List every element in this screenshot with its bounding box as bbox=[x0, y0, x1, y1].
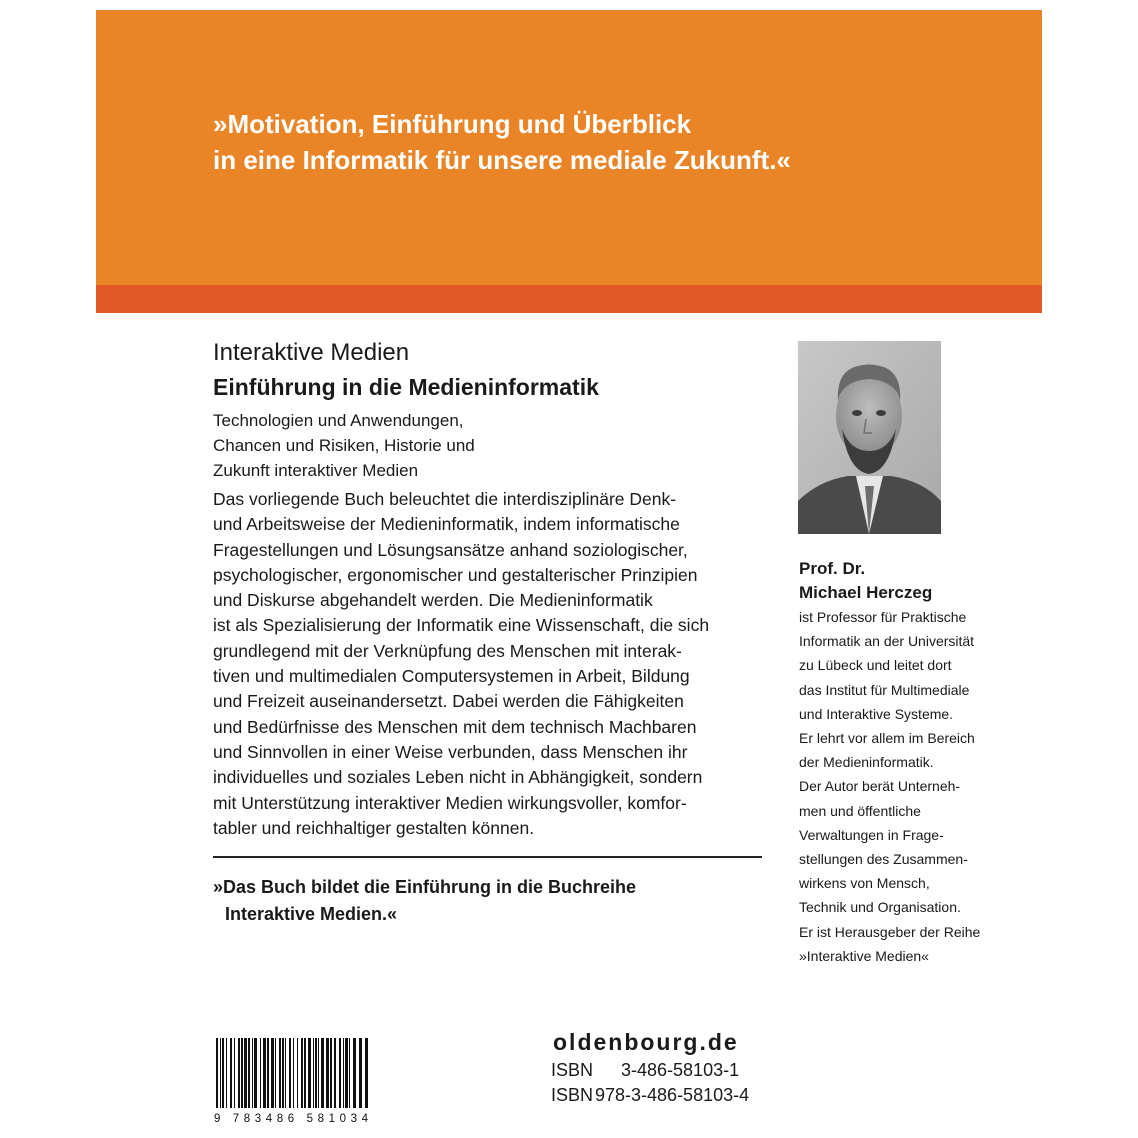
series-quote-line: »Das Buch bildet die Einführung in die Buchreihe bbox=[213, 877, 637, 897]
barcode-bar bbox=[304, 1038, 306, 1108]
description-line: tiven und multimedialen Computersystemen in Arbeit, Bildung bbox=[213, 666, 690, 687]
series-title: Interaktive Medien bbox=[213, 339, 410, 366]
barcode-bar bbox=[353, 1038, 356, 1108]
barcode-bar bbox=[275, 1038, 276, 1108]
barcode-bar bbox=[285, 1038, 286, 1108]
subtitle-line: Chancen und Risiken, Historie und bbox=[213, 436, 475, 455]
barcode-bar bbox=[226, 1038, 227, 1108]
isbn-10-value: 3-486-58103-1 bbox=[621, 1060, 740, 1080]
author-bio-line: Technik und Organisation. bbox=[799, 899, 961, 916]
barcode-bar bbox=[260, 1038, 261, 1108]
book-title: Einführung in die Medieninformatik bbox=[213, 374, 599, 400]
author-bio-line: men und öffentliche bbox=[799, 802, 921, 819]
barcode-bar bbox=[244, 1038, 247, 1108]
barcode-bar bbox=[279, 1038, 281, 1108]
barcode-bar bbox=[234, 1038, 235, 1108]
description-line: und Sinnvollen in einer Weise verbunden, dass Menschen ihr bbox=[213, 741, 688, 762]
subtitle-line: Technologien und Anwendungen, bbox=[213, 411, 464, 430]
isbn-label: ISBN bbox=[551, 1085, 594, 1105]
description-line: und Diskurse abgehandelt werden. Die Medieninformatik bbox=[213, 590, 653, 611]
description-line: und Bedürfnisse des Menschen mit dem technisch Machbaren bbox=[213, 716, 697, 737]
author-bio-line: Informatik an der Universität bbox=[799, 633, 975, 650]
description-line: individuelles und soziales Leben nicht in Abhängigkeit, sondern bbox=[213, 767, 703, 788]
barcode-bar bbox=[321, 1038, 324, 1108]
author-name-line: Prof. Dr. bbox=[799, 559, 866, 578]
author-photo bbox=[798, 341, 941, 534]
description-line: mit Unterstützung interaktiver Medien wirkungsvoller, komfor- bbox=[213, 792, 687, 813]
barcode-bar bbox=[263, 1038, 266, 1108]
barcode-bar bbox=[267, 1038, 269, 1108]
author-bio-line: der Medieninformatik. bbox=[799, 754, 934, 771]
description-line: und Freizeit auseinandersetzt. Dabei werden die Fähigkeiten bbox=[213, 691, 684, 712]
barcode-bar bbox=[313, 1038, 314, 1108]
tagline-line: »Motivation, Einführung und Überblick bbox=[213, 109, 692, 139]
barcode-bar bbox=[345, 1038, 348, 1108]
subtitle-line: Zukunft interaktiver Medien bbox=[213, 461, 419, 480]
description-line: ist als Spezialisierung der Informatik eine Wissenschaft, die sich bbox=[213, 615, 710, 636]
barcode-bar bbox=[339, 1038, 341, 1108]
barcode-bar bbox=[271, 1038, 274, 1108]
isbn-10-row bbox=[551, 1058, 739, 1082]
author-bio-line: zu Lübeck und leitet dort bbox=[799, 657, 952, 674]
barcode-bars bbox=[216, 1038, 368, 1108]
orange-accent-stripe bbox=[96, 285, 1042, 313]
description-line: Fragestellungen und Lösungsansätze anhand soziologischer, bbox=[213, 539, 688, 560]
author-bio-line: Verwaltungen in Frage- bbox=[799, 826, 944, 843]
barcode-bar bbox=[282, 1038, 284, 1108]
series-quote bbox=[213, 874, 636, 928]
barcode-bar bbox=[308, 1038, 311, 1108]
description-line: tabler und reichhaltiger gestalten können. bbox=[213, 817, 535, 838]
barcode-bar bbox=[343, 1038, 344, 1108]
publisher-url: oldenbourg.de bbox=[553, 1029, 739, 1055]
author-bio-line: »Interaktive Medien« bbox=[799, 947, 929, 964]
barcode-bar bbox=[297, 1038, 298, 1108]
tagline-line: in eine Informatik für unsere mediale Zukunft.« bbox=[213, 145, 791, 175]
barcode-bar bbox=[254, 1038, 257, 1108]
author-bio-line: Er ist Herausgeber der Reihe bbox=[799, 923, 981, 940]
author-bio-line: das Institut für Multimediale bbox=[799, 681, 970, 698]
author-bio-line: wirkens von Mensch, bbox=[799, 875, 930, 892]
author-bio-line: stellungen des Zusammen- bbox=[799, 851, 968, 868]
description-line: Das vorliegende Buch beleuchtet die interdisziplinäre Denk- bbox=[213, 489, 677, 509]
barcode-bar bbox=[318, 1038, 319, 1108]
description-line: grundlegend mit der Verknüpfung des Menschen mit interak- bbox=[213, 640, 682, 661]
isbn-barcode bbox=[212, 1038, 370, 1124]
author-name-line: Michael Herczeg bbox=[799, 583, 933, 602]
barcode-bar bbox=[241, 1038, 243, 1108]
isbn-label: ISBN bbox=[551, 1060, 594, 1080]
barcode-bar bbox=[334, 1038, 336, 1108]
barcode-bar bbox=[326, 1038, 329, 1108]
barcode-bar bbox=[359, 1038, 362, 1108]
isbn-13-value: 978-3-486-58103-4 bbox=[595, 1085, 750, 1105]
author-name bbox=[799, 557, 932, 605]
barcode-bar bbox=[315, 1038, 317, 1108]
barcode-bar bbox=[220, 1038, 221, 1108]
description-line: und Arbeitsweise der Medieninformatik, indem informatische bbox=[213, 514, 680, 535]
barcode-bar bbox=[330, 1038, 332, 1108]
isbn-13-row bbox=[551, 1083, 749, 1107]
section-divider bbox=[213, 856, 762, 858]
barcode-bar bbox=[289, 1038, 291, 1108]
description-line: psychologischer, ergonomischer und gestalterischer Prinzipien bbox=[213, 564, 698, 585]
barcode-bar bbox=[365, 1038, 368, 1108]
barcode-bar bbox=[349, 1038, 350, 1108]
barcode-bar bbox=[301, 1038, 303, 1108]
barcode-bar bbox=[216, 1038, 218, 1108]
barcode-bar bbox=[248, 1038, 250, 1108]
barcode-digits: 9 783486 581034 bbox=[214, 1113, 368, 1124]
barcode-bar bbox=[293, 1038, 294, 1108]
book-description bbox=[213, 487, 709, 841]
author-bio-line: Der Autor berät Unterneh- bbox=[799, 778, 961, 795]
author-bio-line: und Interaktive Systeme. bbox=[799, 705, 954, 722]
barcode-bar bbox=[252, 1038, 253, 1108]
cover-tagline bbox=[213, 106, 1013, 178]
author-bio-line: Er lehrt vor allem im Bereich bbox=[799, 730, 975, 747]
author-bio-line: ist Professor für Praktische bbox=[799, 609, 967, 625]
author-bio bbox=[799, 605, 980, 968]
series-quote-line: Interaktive Medien.« bbox=[225, 904, 398, 924]
barcode-bar bbox=[230, 1038, 232, 1108]
barcode-bar bbox=[238, 1038, 240, 1108]
book-subtitle bbox=[213, 408, 475, 483]
barcode-bar bbox=[222, 1038, 224, 1108]
